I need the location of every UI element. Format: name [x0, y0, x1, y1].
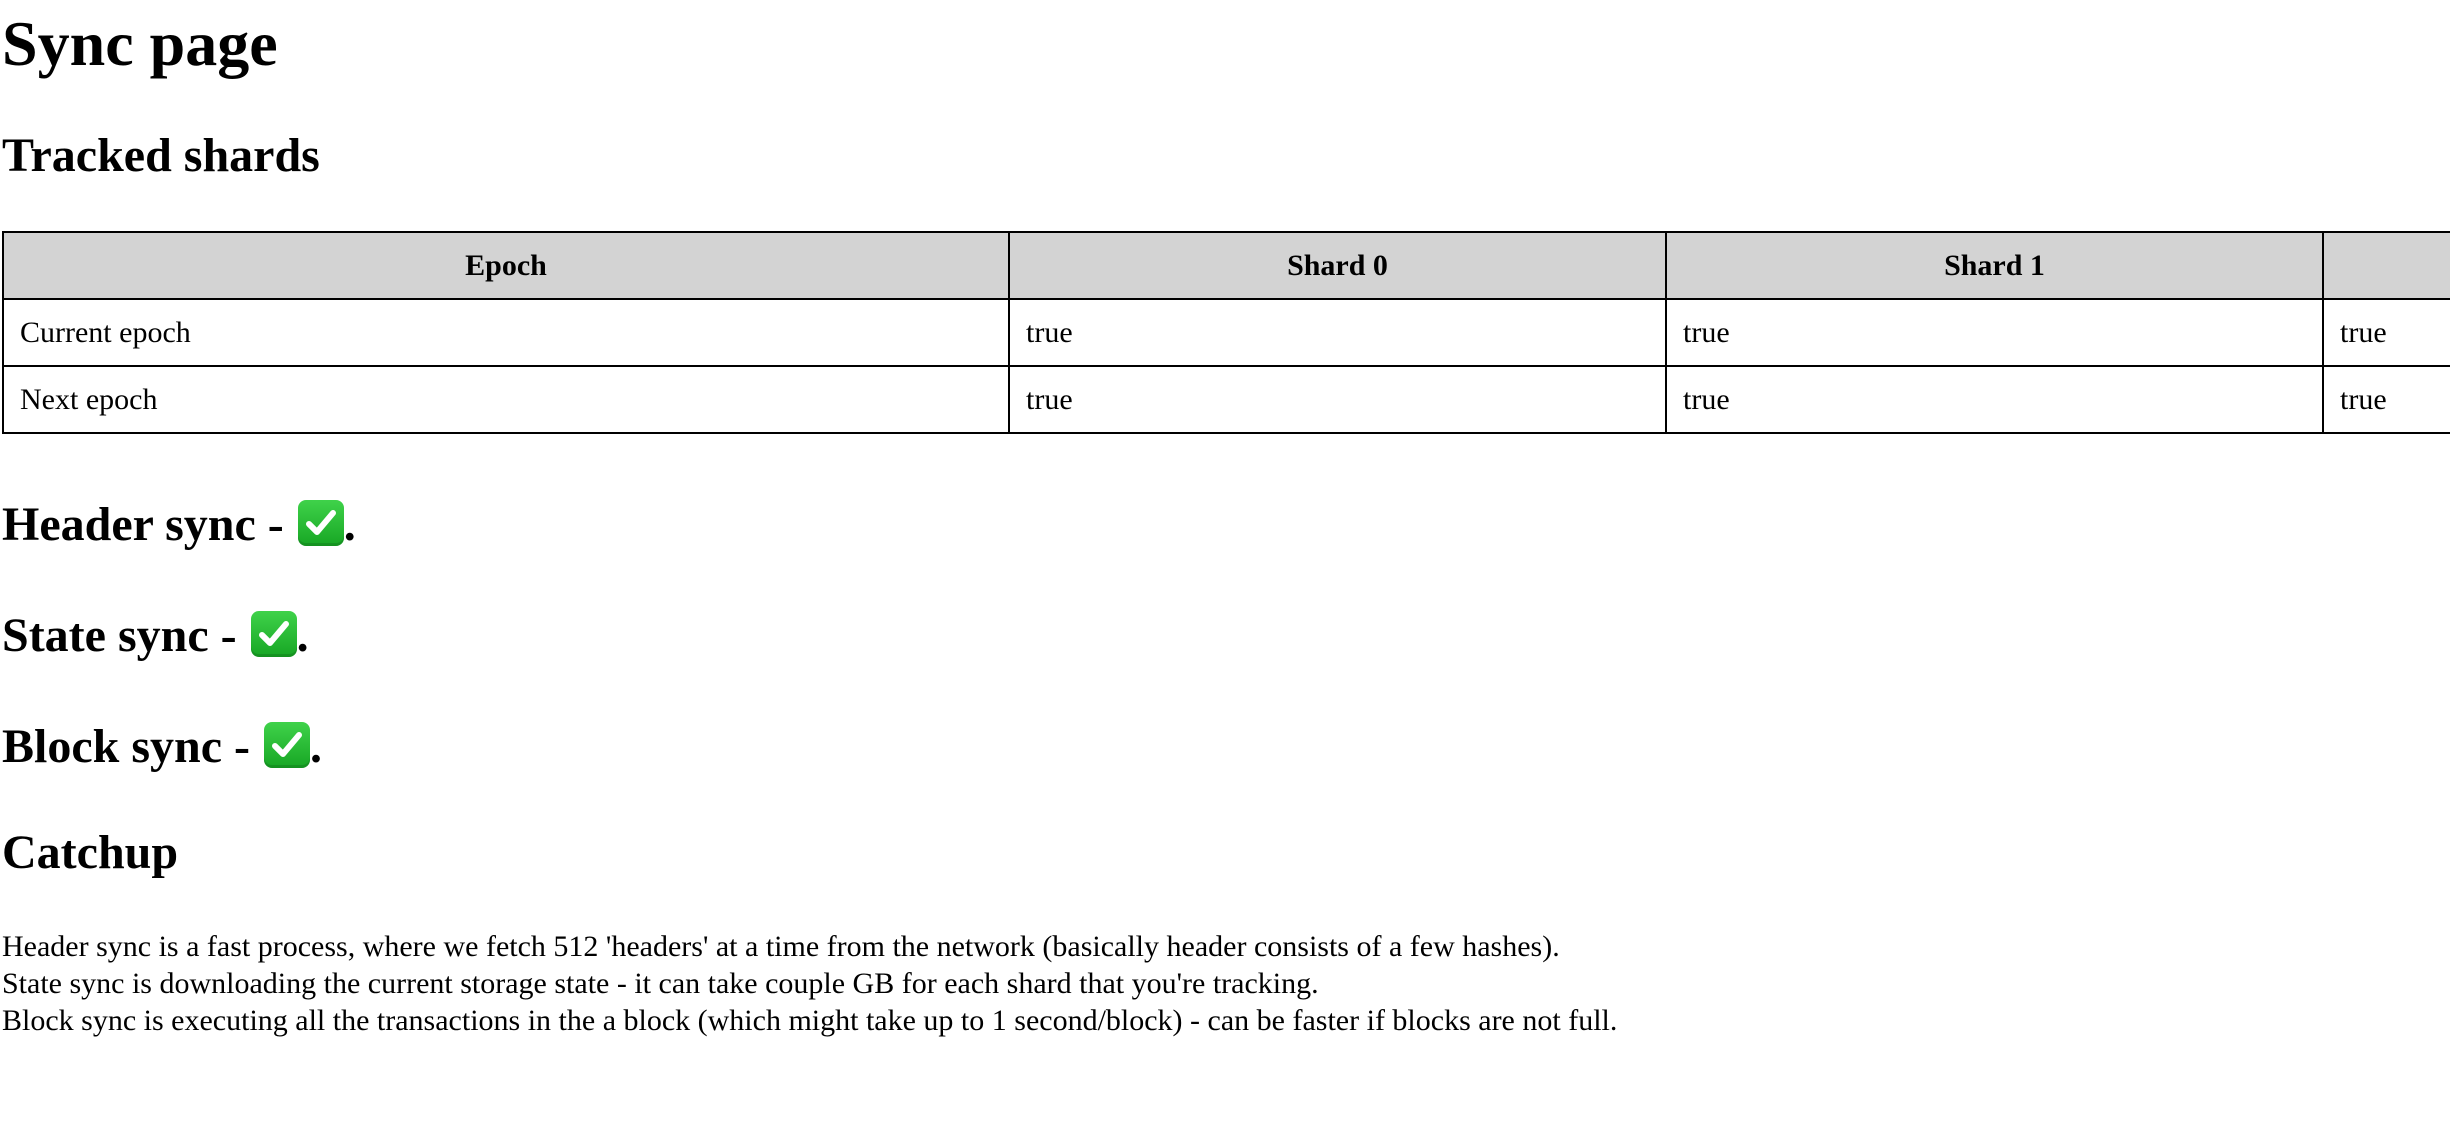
table-cell: true: [1009, 299, 1666, 366]
page-title: Sync page: [2, 8, 278, 79]
table-row: [3, 366, 2450, 433]
block-sync-label: Block sync -: [2, 720, 263, 773]
block-sync-heading: [2, 719, 322, 775]
catchup-heading: Catchup: [2, 826, 179, 879]
state-sync-heading: [2, 608, 309, 664]
column-header-shard-0: Shard 0: [1009, 232, 1666, 299]
column-header-shard-1: Shard 1: [1666, 232, 2323, 299]
header-sync-explanation: Header sync is a fast process, where we fetch 512 'headers' at a time from the network (basically header consists of a few hashes).: [2, 930, 1560, 963]
state-sync-suffix: .: [296, 609, 309, 662]
tracked-shards-table: [2, 231, 2450, 434]
table-cell: true: [1666, 299, 2323, 366]
table-cell: Next epoch: [3, 366, 1009, 433]
block-sync-suffix: .: [310, 720, 323, 773]
table-cell: true: [1666, 366, 2323, 433]
table-cell: true: [1009, 366, 1666, 433]
table-cell: true: [2323, 366, 2450, 433]
check-mark-icon: [298, 500, 344, 546]
table-row: [3, 299, 2450, 366]
tracked-shards-table-wrapper: [2, 231, 2450, 434]
table-header-row: [3, 232, 2450, 299]
header-sync-heading: [2, 497, 356, 553]
column-header-shard-2: [2323, 232, 2450, 299]
header-sync-suffix: .: [343, 498, 356, 551]
state-sync-explanation: State sync is downloading the current storage state - it can take couple GB for each shard that you're tracking.: [2, 967, 1319, 1000]
header-sync-label: Header sync -: [2, 498, 296, 551]
column-header-epoch: Epoch: [3, 232, 1009, 299]
check-mark-icon: [264, 722, 310, 768]
sync-explanation-text: [2, 928, 1617, 1039]
state-sync-label: State sync -: [2, 609, 249, 662]
tracked-shards-heading: Tracked shards: [2, 129, 320, 182]
check-mark-icon: [251, 611, 297, 657]
table-cell: true: [2323, 299, 2450, 366]
block-sync-explanation: Block sync is executing all the transactions in the a block (which might take up to 1 second/block) - can be faster if blocks are not full.: [2, 1004, 1618, 1037]
table-cell: Current epoch: [3, 299, 1009, 366]
